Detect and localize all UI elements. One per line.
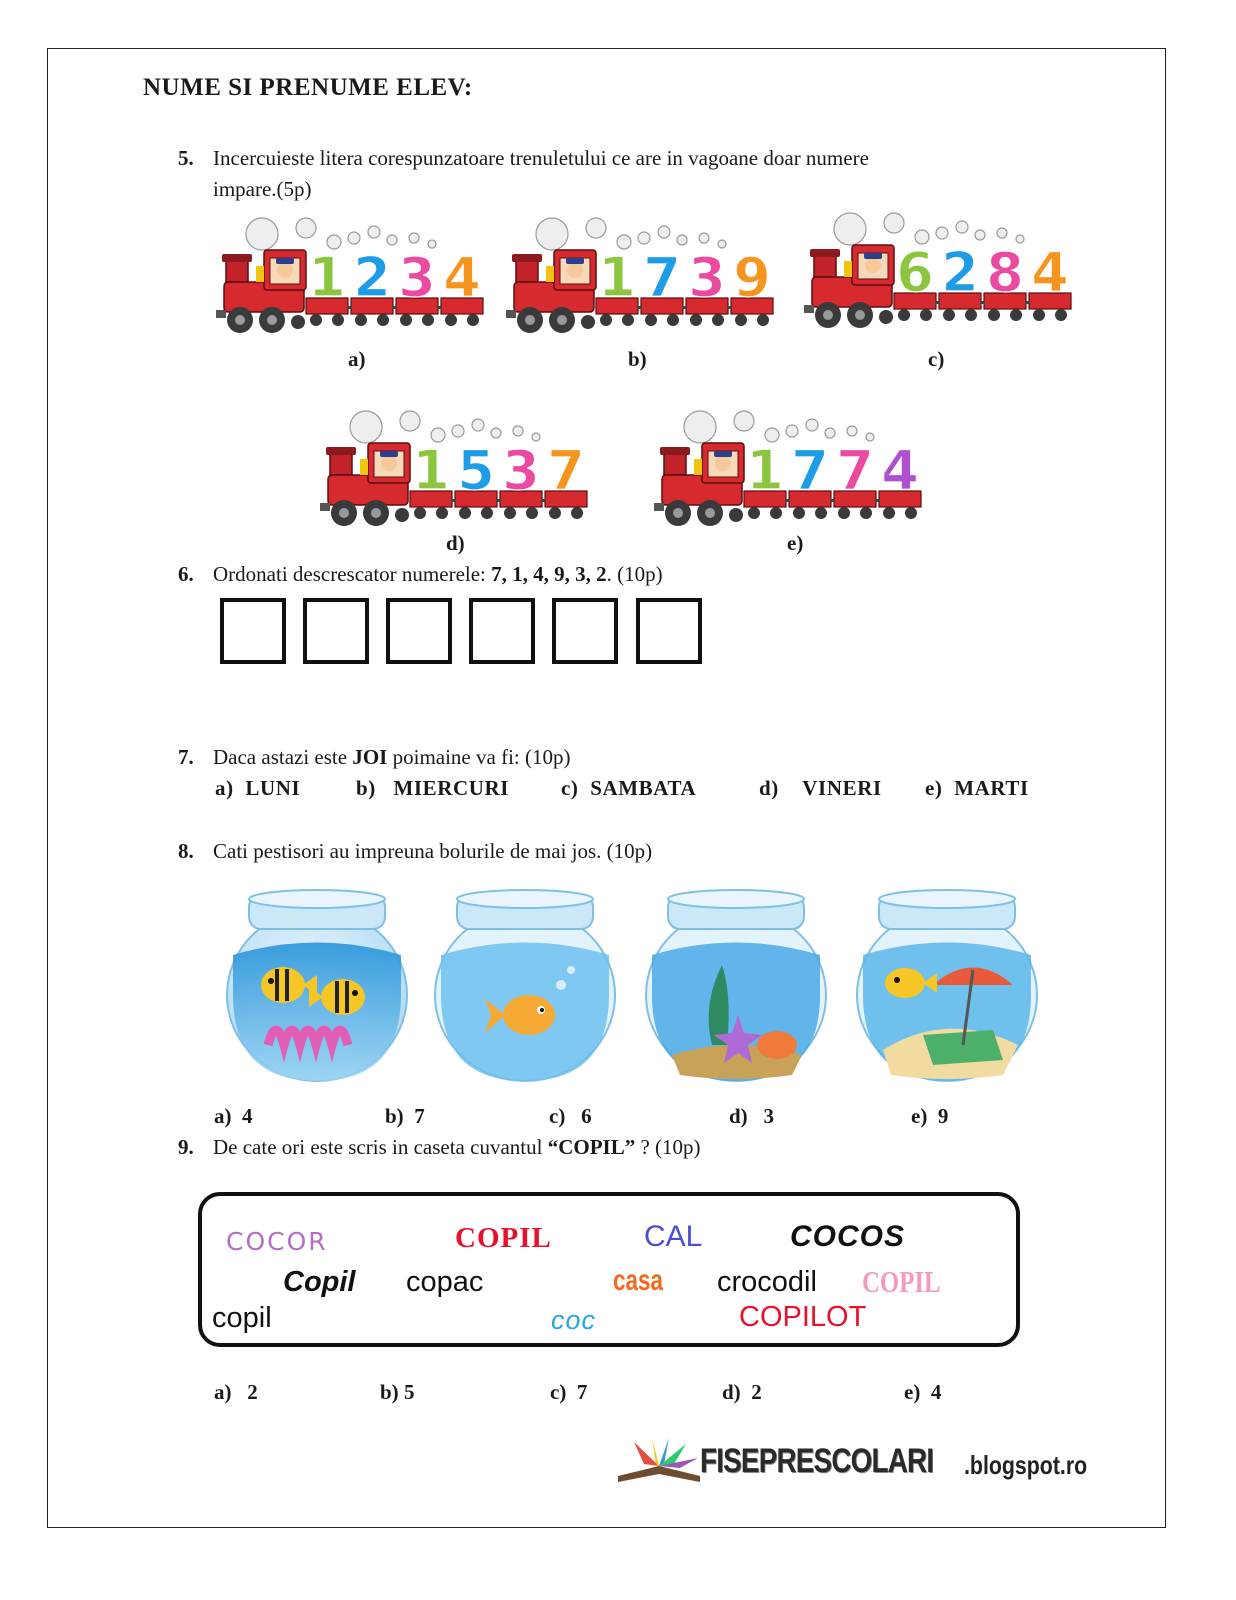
answer-box-5[interactable] bbox=[552, 598, 618, 664]
wagon-3 bbox=[392, 246, 438, 326]
footer-domain: .blogspot.ro bbox=[964, 1450, 1088, 1480]
wagon-4 bbox=[875, 439, 921, 519]
question-7-text: Daca astazi este JOI poimaine va fi: (10p) bbox=[213, 745, 571, 769]
wagon-digit: 7 bbox=[643, 246, 681, 309]
wagon-digit: 3 bbox=[398, 246, 436, 309]
open-book-icon bbox=[614, 1436, 704, 1486]
wagon-2 bbox=[637, 246, 683, 326]
question-8-text: Cati pestisori au impreuna bolurile de mai jos. (10p) bbox=[213, 839, 653, 863]
wagon-3 bbox=[830, 439, 876, 519]
wagon-3 bbox=[980, 241, 1026, 321]
wagon-digit: 4 bbox=[443, 246, 481, 309]
train-label-e: e) bbox=[787, 531, 804, 555]
answer-box-2[interactable] bbox=[303, 598, 369, 664]
answer-box-6[interactable] bbox=[636, 598, 702, 664]
question-5-text-line2: impare.(5p) bbox=[213, 177, 312, 201]
fishbowl-4 bbox=[853, 885, 1041, 1090]
wagon-3 bbox=[496, 439, 542, 519]
wagon-digit: 1 bbox=[746, 439, 784, 502]
wagon-3 bbox=[682, 246, 728, 326]
question-7-number: 7. bbox=[178, 745, 194, 769]
locomotive bbox=[506, 250, 596, 333]
wagon-digit: 9 bbox=[733, 246, 771, 309]
word-crocodil: crocodil bbox=[717, 1266, 817, 1298]
q8-option-a[interactable]: a) 4 bbox=[214, 1104, 253, 1128]
question-9-number: 9. bbox=[178, 1135, 194, 1159]
wagon-digit: 3 bbox=[688, 246, 726, 309]
q8-option-c[interactable]: c) 6 bbox=[549, 1104, 592, 1128]
question-6-numbers: 7, 1, 4, 9, 3, 2 bbox=[491, 562, 607, 586]
train-label-b: b) bbox=[628, 347, 647, 371]
train-option-e[interactable] bbox=[652, 405, 922, 533]
wagon-digit: 4 bbox=[1031, 241, 1069, 304]
wagon-digit: 7 bbox=[547, 439, 585, 502]
locomotive bbox=[320, 443, 410, 526]
word-copil-italic: Copil bbox=[283, 1266, 356, 1298]
wagon-digit: 5 bbox=[457, 439, 495, 502]
q9-option-a[interactable]: a) 2 bbox=[214, 1380, 258, 1404]
word-copil-lower: copil bbox=[212, 1302, 272, 1334]
wagon-4 bbox=[541, 439, 587, 519]
footer-logo bbox=[614, 1436, 704, 1491]
footer-brand: FISEPRESCOLARI bbox=[700, 1442, 934, 1480]
locomotive bbox=[654, 443, 744, 526]
train-option-d[interactable] bbox=[318, 405, 588, 533]
answer-box-3[interactable] bbox=[386, 598, 452, 664]
train-option-a[interactable] bbox=[214, 212, 484, 340]
wagon-digit: 1 bbox=[412, 439, 450, 502]
wagon-digit: 1 bbox=[598, 246, 636, 309]
wagon-2 bbox=[347, 246, 393, 326]
wagon-1 bbox=[306, 246, 348, 326]
word-cal: CAL bbox=[644, 1220, 703, 1253]
word-copil-red: COPIL bbox=[455, 1222, 552, 1254]
question-7-day: JOI bbox=[352, 745, 388, 769]
wagon-2 bbox=[935, 241, 981, 321]
locomotive bbox=[216, 250, 306, 333]
fishbowl-3 bbox=[642, 885, 830, 1090]
wagon-digit: 1 bbox=[308, 246, 346, 309]
wagon-1 bbox=[410, 439, 452, 519]
question-9-word: “COPIL” bbox=[547, 1135, 636, 1159]
q7-option-e[interactable]: e) MARTI bbox=[925, 776, 1029, 800]
wagon-digit: 2 bbox=[353, 246, 391, 309]
wagon-digit: 7 bbox=[791, 439, 829, 502]
question-6-number: 6. bbox=[178, 562, 194, 586]
question-6-text: Ordonati descrescator numerele: 7, 1, 4, 9, 3, 2. (10p) bbox=[213, 562, 663, 586]
question-5-number: 5. bbox=[178, 146, 194, 170]
question-9-text: De cate ori este scris in caseta cuvantul “COPIL” ? (10p) bbox=[213, 1135, 701, 1159]
q7-option-c[interactable]: c) SAMBATA bbox=[561, 776, 697, 800]
wagon-2 bbox=[785, 439, 831, 519]
wagon-1 bbox=[744, 439, 786, 519]
q8-option-d[interactable]: d) 3 bbox=[729, 1104, 774, 1128]
train-option-b[interactable] bbox=[504, 212, 774, 340]
word-cocos: COCOS bbox=[790, 1220, 906, 1253]
word-copil-pink: COPIL bbox=[862, 1264, 941, 1299]
wagon-4 bbox=[1025, 241, 1071, 321]
wagon-digit: 2 bbox=[941, 241, 979, 304]
wagon-2 bbox=[451, 439, 497, 519]
question-8-number: 8. bbox=[178, 839, 194, 863]
question-5-text-line1: Incercuieste litera corespunzatoare trenuletului ce are in vagoane doar numere bbox=[213, 146, 869, 170]
word-casa: casa bbox=[613, 1264, 664, 1297]
train-option-c[interactable] bbox=[802, 207, 1072, 335]
word-copilot: COPILOT bbox=[739, 1301, 867, 1333]
train-label-a: a) bbox=[348, 347, 366, 371]
q7-option-b[interactable]: b) MIERCURI bbox=[356, 776, 510, 800]
wagon-digit: 7 bbox=[836, 439, 874, 502]
q9-option-e[interactable]: e) 4 bbox=[904, 1380, 942, 1404]
wagon-4 bbox=[437, 246, 483, 326]
wagon-digit: 3 bbox=[502, 439, 540, 502]
answer-box-4[interactable] bbox=[469, 598, 535, 664]
locomotive bbox=[804, 245, 894, 328]
word-cocor: COCOR bbox=[226, 1227, 328, 1256]
q7-option-d[interactable]: d) VINERI bbox=[759, 776, 882, 800]
train-label-c: c) bbox=[928, 347, 945, 371]
q8-option-b[interactable]: b) 7 bbox=[385, 1104, 425, 1128]
q9-option-b[interactable]: b) 5 bbox=[380, 1380, 415, 1404]
wagon-digit: 4 bbox=[881, 439, 919, 502]
q9-option-c[interactable]: c) 7 bbox=[550, 1380, 588, 1404]
train-label-d: d) bbox=[446, 531, 465, 555]
page-title: NUME SI PRENUME ELEV: bbox=[143, 74, 473, 101]
answer-box-1[interactable] bbox=[220, 598, 286, 664]
wagon-digit: 8 bbox=[986, 241, 1024, 304]
wagon-1 bbox=[596, 246, 638, 326]
word-coc: coc bbox=[551, 1305, 597, 1335]
word-copac: copac bbox=[406, 1266, 484, 1298]
fishbowl-1 bbox=[223, 885, 411, 1090]
q8-option-e[interactable]: e) 9 bbox=[911, 1104, 949, 1128]
wagon-digit: 6 bbox=[896, 241, 934, 304]
fishbowl-2 bbox=[431, 885, 619, 1090]
q9-option-d[interactable]: d) 2 bbox=[722, 1380, 762, 1404]
wagon-4 bbox=[727, 246, 773, 326]
wagon-1 bbox=[894, 241, 936, 321]
q7-option-a[interactable]: a) LUNI bbox=[215, 776, 301, 800]
